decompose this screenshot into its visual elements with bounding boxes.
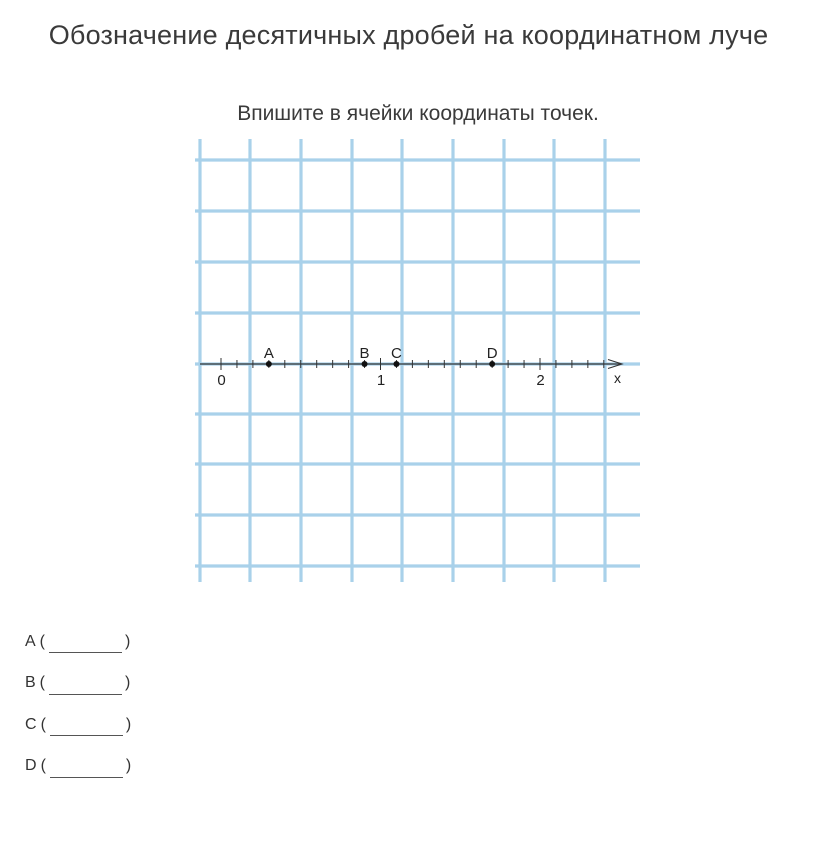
point-d-label: D	[486, 345, 498, 362]
answer-letter: D	[25, 757, 37, 775]
answer-input-c[interactable]	[50, 713, 123, 736]
axis-name-label: x	[614, 370, 621, 386]
tick-label: 2	[536, 372, 545, 389]
instruction-text: Впишите в ячейки координаты точек.	[237, 102, 599, 125]
open-paren: (	[39, 674, 45, 692]
answer-letter: C	[25, 715, 37, 733]
open-paren: (	[40, 715, 46, 733]
open-paren: (	[40, 757, 46, 775]
coordinate-ray	[200, 345, 622, 389]
tick-label: 1	[376, 372, 386, 389]
open-paren: (	[39, 632, 45, 650]
answer-letter: A	[25, 632, 36, 650]
answer-list	[25, 621, 131, 787]
point-c-label: C	[391, 345, 402, 362]
tick-label: 0	[217, 372, 226, 389]
close-paren: )	[125, 715, 132, 733]
close-paren: )	[125, 674, 131, 692]
close-paren: )	[125, 757, 132, 775]
point-a-label: A	[263, 345, 274, 362]
page-title: Обозначение десятичных дробей на координатном луче	[48, 20, 769, 50]
answer-input-a[interactable]	[49, 630, 122, 653]
answer-input-d[interactable]	[50, 755, 123, 778]
close-paren: )	[125, 632, 131, 650]
answer-letter: B	[25, 674, 36, 692]
answer-row-c	[25, 704, 131, 746]
point-b-label: B	[359, 345, 370, 362]
answer-row-d	[25, 746, 131, 788]
axis-tick-labels	[217, 372, 544, 389]
answer-row-a	[25, 621, 131, 663]
grid	[195, 139, 640, 582]
answer-row-b	[25, 663, 131, 705]
answer-input-b[interactable]	[49, 672, 122, 695]
